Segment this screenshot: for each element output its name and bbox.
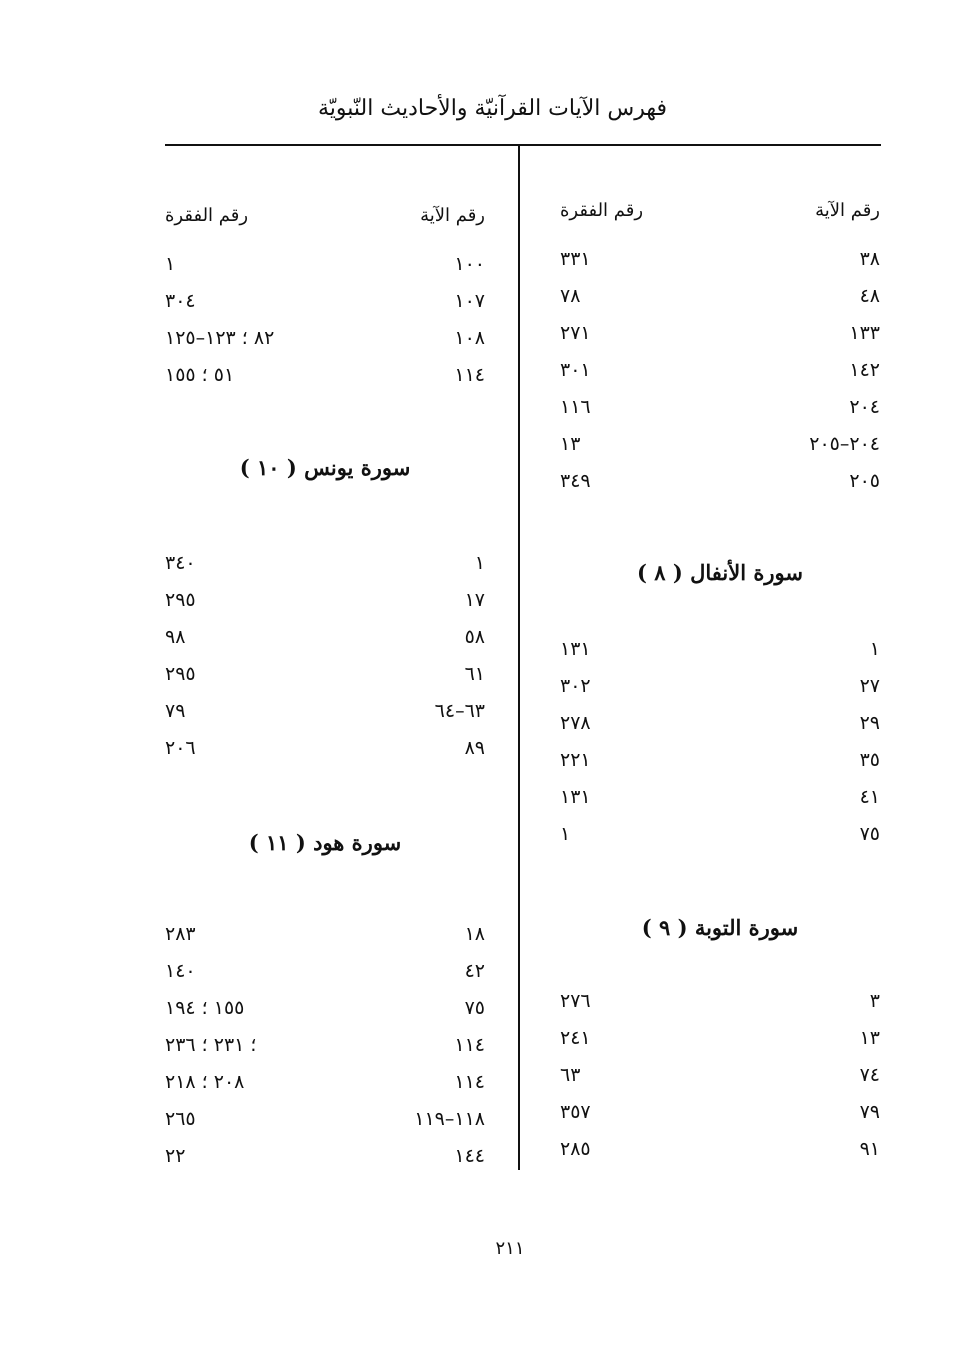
table-row	[165, 1145, 485, 1177]
paragraph-number: ٧٨	[560, 285, 581, 307]
paragraph-number: ٣٥٧	[560, 1101, 591, 1123]
verse-number: ١١٨–١١٩	[414, 1108, 485, 1130]
table-row	[560, 749, 880, 781]
verse-number: ٤٢	[464, 960, 485, 982]
paragraph-number: ٥١ ؛ ١٥٥	[165, 364, 235, 386]
table-row	[165, 923, 485, 955]
verse-number: ٧٥	[464, 997, 485, 1019]
verse-number: ٢٠٤–٢٠٥	[809, 433, 880, 455]
verse-number: ٦١	[464, 663, 485, 685]
paragraph-number-header: رقم الفقرة	[560, 200, 644, 221]
verse-number: ٧٩	[859, 1101, 880, 1123]
verse-number: ٢٠٤	[849, 396, 880, 418]
verse-number: ٤١	[859, 786, 880, 808]
surah-heading-tawba: سورة التوبة ( ٩ )	[641, 915, 799, 940]
paragraph-number: ١١٦	[560, 396, 591, 418]
verse-number: ١٤٤	[454, 1145, 485, 1167]
paragraph-number: ٢٧٦	[560, 990, 591, 1012]
table-row	[560, 470, 880, 502]
table-row	[560, 990, 880, 1022]
paragraph-number: ٢٨٥	[560, 1138, 591, 1160]
verse-number: ١٠٧	[454, 290, 485, 312]
verse-number: ١١٤	[454, 1034, 485, 1056]
table-row	[165, 700, 485, 732]
table-row	[560, 285, 880, 317]
verse-number: ١٤٢	[849, 359, 880, 381]
paragraph-number: ٢٨٣	[165, 923, 196, 945]
paragraph-number: ٢٦٥	[165, 1108, 196, 1130]
table-row	[165, 552, 485, 584]
paragraph-number: ١	[560, 823, 571, 845]
verse-number: ١٠٨	[454, 327, 485, 349]
paragraph-number: ٢٤١	[560, 1027, 591, 1049]
verse-number: ٣٨	[859, 248, 880, 270]
verse-number: ٤٨	[859, 285, 880, 307]
right-column-header	[560, 200, 880, 232]
table-row	[165, 253, 485, 285]
verse-number: ٣	[869, 990, 880, 1012]
paragraph-number: ٢٩٥	[165, 663, 196, 685]
table-row	[560, 1064, 880, 1096]
verse-number: ١٣	[859, 1027, 880, 1049]
table-row	[165, 327, 485, 359]
verse-number: ٥٨	[464, 626, 485, 648]
column-divider	[518, 146, 520, 1170]
verse-number: ١٠٠	[454, 253, 485, 275]
surah-heading-hud: سورة هود ( ١١ )	[248, 830, 402, 855]
table-row	[165, 290, 485, 322]
paragraph-number: ١٣١	[560, 638, 591, 660]
paragraph-number: ١٤٠	[165, 960, 196, 982]
paragraph-number: ١٣١	[560, 786, 591, 808]
verse-number: ٢٧	[859, 675, 880, 697]
paragraph-number: ٢٢	[165, 1145, 186, 1167]
verse-number-header: رقم الآية	[815, 200, 880, 221]
surah-heading-yunus: سورة يونس ( ١٠ )	[239, 455, 411, 480]
page-number: ٢١١	[495, 1238, 525, 1259]
table-row	[560, 322, 880, 354]
right-column	[560, 0, 880, 1357]
table-row	[560, 1027, 880, 1059]
paragraph-number: ٢٧١	[560, 322, 591, 344]
paragraph-number: ٢٢١	[560, 749, 591, 771]
table-row	[560, 396, 880, 428]
table-row	[560, 823, 880, 855]
verse-number: ١١٤	[454, 364, 485, 386]
verse-number: ٦٣–٦٤	[434, 700, 485, 722]
verse-number: ٢٠٥	[849, 470, 880, 492]
paragraph-number: ٢٩٥	[165, 589, 196, 611]
verse-number: ١٨	[464, 923, 485, 945]
running-title: فهرس الآيات القرآنيّة والأحاديث النّبويّة	[317, 96, 668, 121]
paragraph-number: ٢٠٦	[165, 737, 196, 759]
table-row	[165, 663, 485, 695]
table-row	[165, 1071, 485, 1103]
left-column-header	[165, 205, 485, 237]
paragraph-number: ٣٠٤	[165, 290, 196, 312]
table-row	[560, 675, 880, 707]
table-row	[165, 589, 485, 621]
left-column	[165, 0, 485, 1357]
verse-number: ٢٩	[859, 712, 880, 734]
verse-number: ١٣٣	[849, 322, 880, 344]
table-row	[560, 248, 880, 280]
paragraph-number: ٣٤٠	[165, 552, 196, 574]
paragraph-number: ٦٣	[560, 1064, 581, 1086]
table-row	[560, 433, 880, 465]
paragraph-number: ٨٢ ؛ ١٢٣–١٢٥	[165, 327, 275, 349]
verse-number: ٣٥	[859, 749, 880, 771]
table-row	[560, 638, 880, 670]
verse-number-header: رقم الآية	[420, 205, 485, 226]
verse-number: ١٧	[464, 589, 485, 611]
paragraph-number: ١٥٥ ؛ ١٩٤	[165, 997, 245, 1019]
paragraph-number: ٣٤٩	[560, 470, 591, 492]
paragraph-number: ٩٨	[165, 626, 186, 648]
paragraph-number: ٣٠٢	[560, 675, 591, 697]
table-row	[165, 1034, 485, 1066]
paragraph-number: ١٣	[560, 433, 581, 455]
paragraph-number: ٢٠٨ ؛ ٢١٨	[165, 1071, 245, 1093]
paragraph-number: ٢٧٨	[560, 712, 591, 734]
table-row	[165, 626, 485, 658]
table-row	[165, 1108, 485, 1140]
table-row	[165, 737, 485, 769]
table-row	[560, 359, 880, 391]
verse-number: ٧٥	[859, 823, 880, 845]
verse-number: ١١٤	[454, 1071, 485, 1093]
verse-number: ١	[474, 552, 485, 574]
verse-number: ٩١	[859, 1138, 880, 1160]
verse-number: ١	[869, 638, 880, 660]
paragraph-number: ٣٣١	[560, 248, 591, 270]
table-row	[165, 997, 485, 1029]
table-row	[560, 786, 880, 818]
paragraph-number: ٧٩	[165, 700, 186, 722]
table-row	[165, 960, 485, 992]
table-row	[560, 1138, 880, 1170]
verse-number: ٨٩	[464, 737, 485, 759]
table-row	[560, 712, 880, 744]
paragraph-number: ؛ ٢٣١ ؛ ٢٣٦	[165, 1034, 257, 1056]
surah-heading-anfal: سورة الأنفال ( ٨ )	[637, 560, 803, 585]
paragraph-number-header: رقم الفقرة	[165, 205, 249, 226]
paragraph-number: ١	[165, 253, 176, 275]
verse-number: ٧٤	[859, 1064, 880, 1086]
table-row	[165, 364, 485, 396]
table-row	[560, 1101, 880, 1133]
paragraph-number: ٣٠١	[560, 359, 591, 381]
